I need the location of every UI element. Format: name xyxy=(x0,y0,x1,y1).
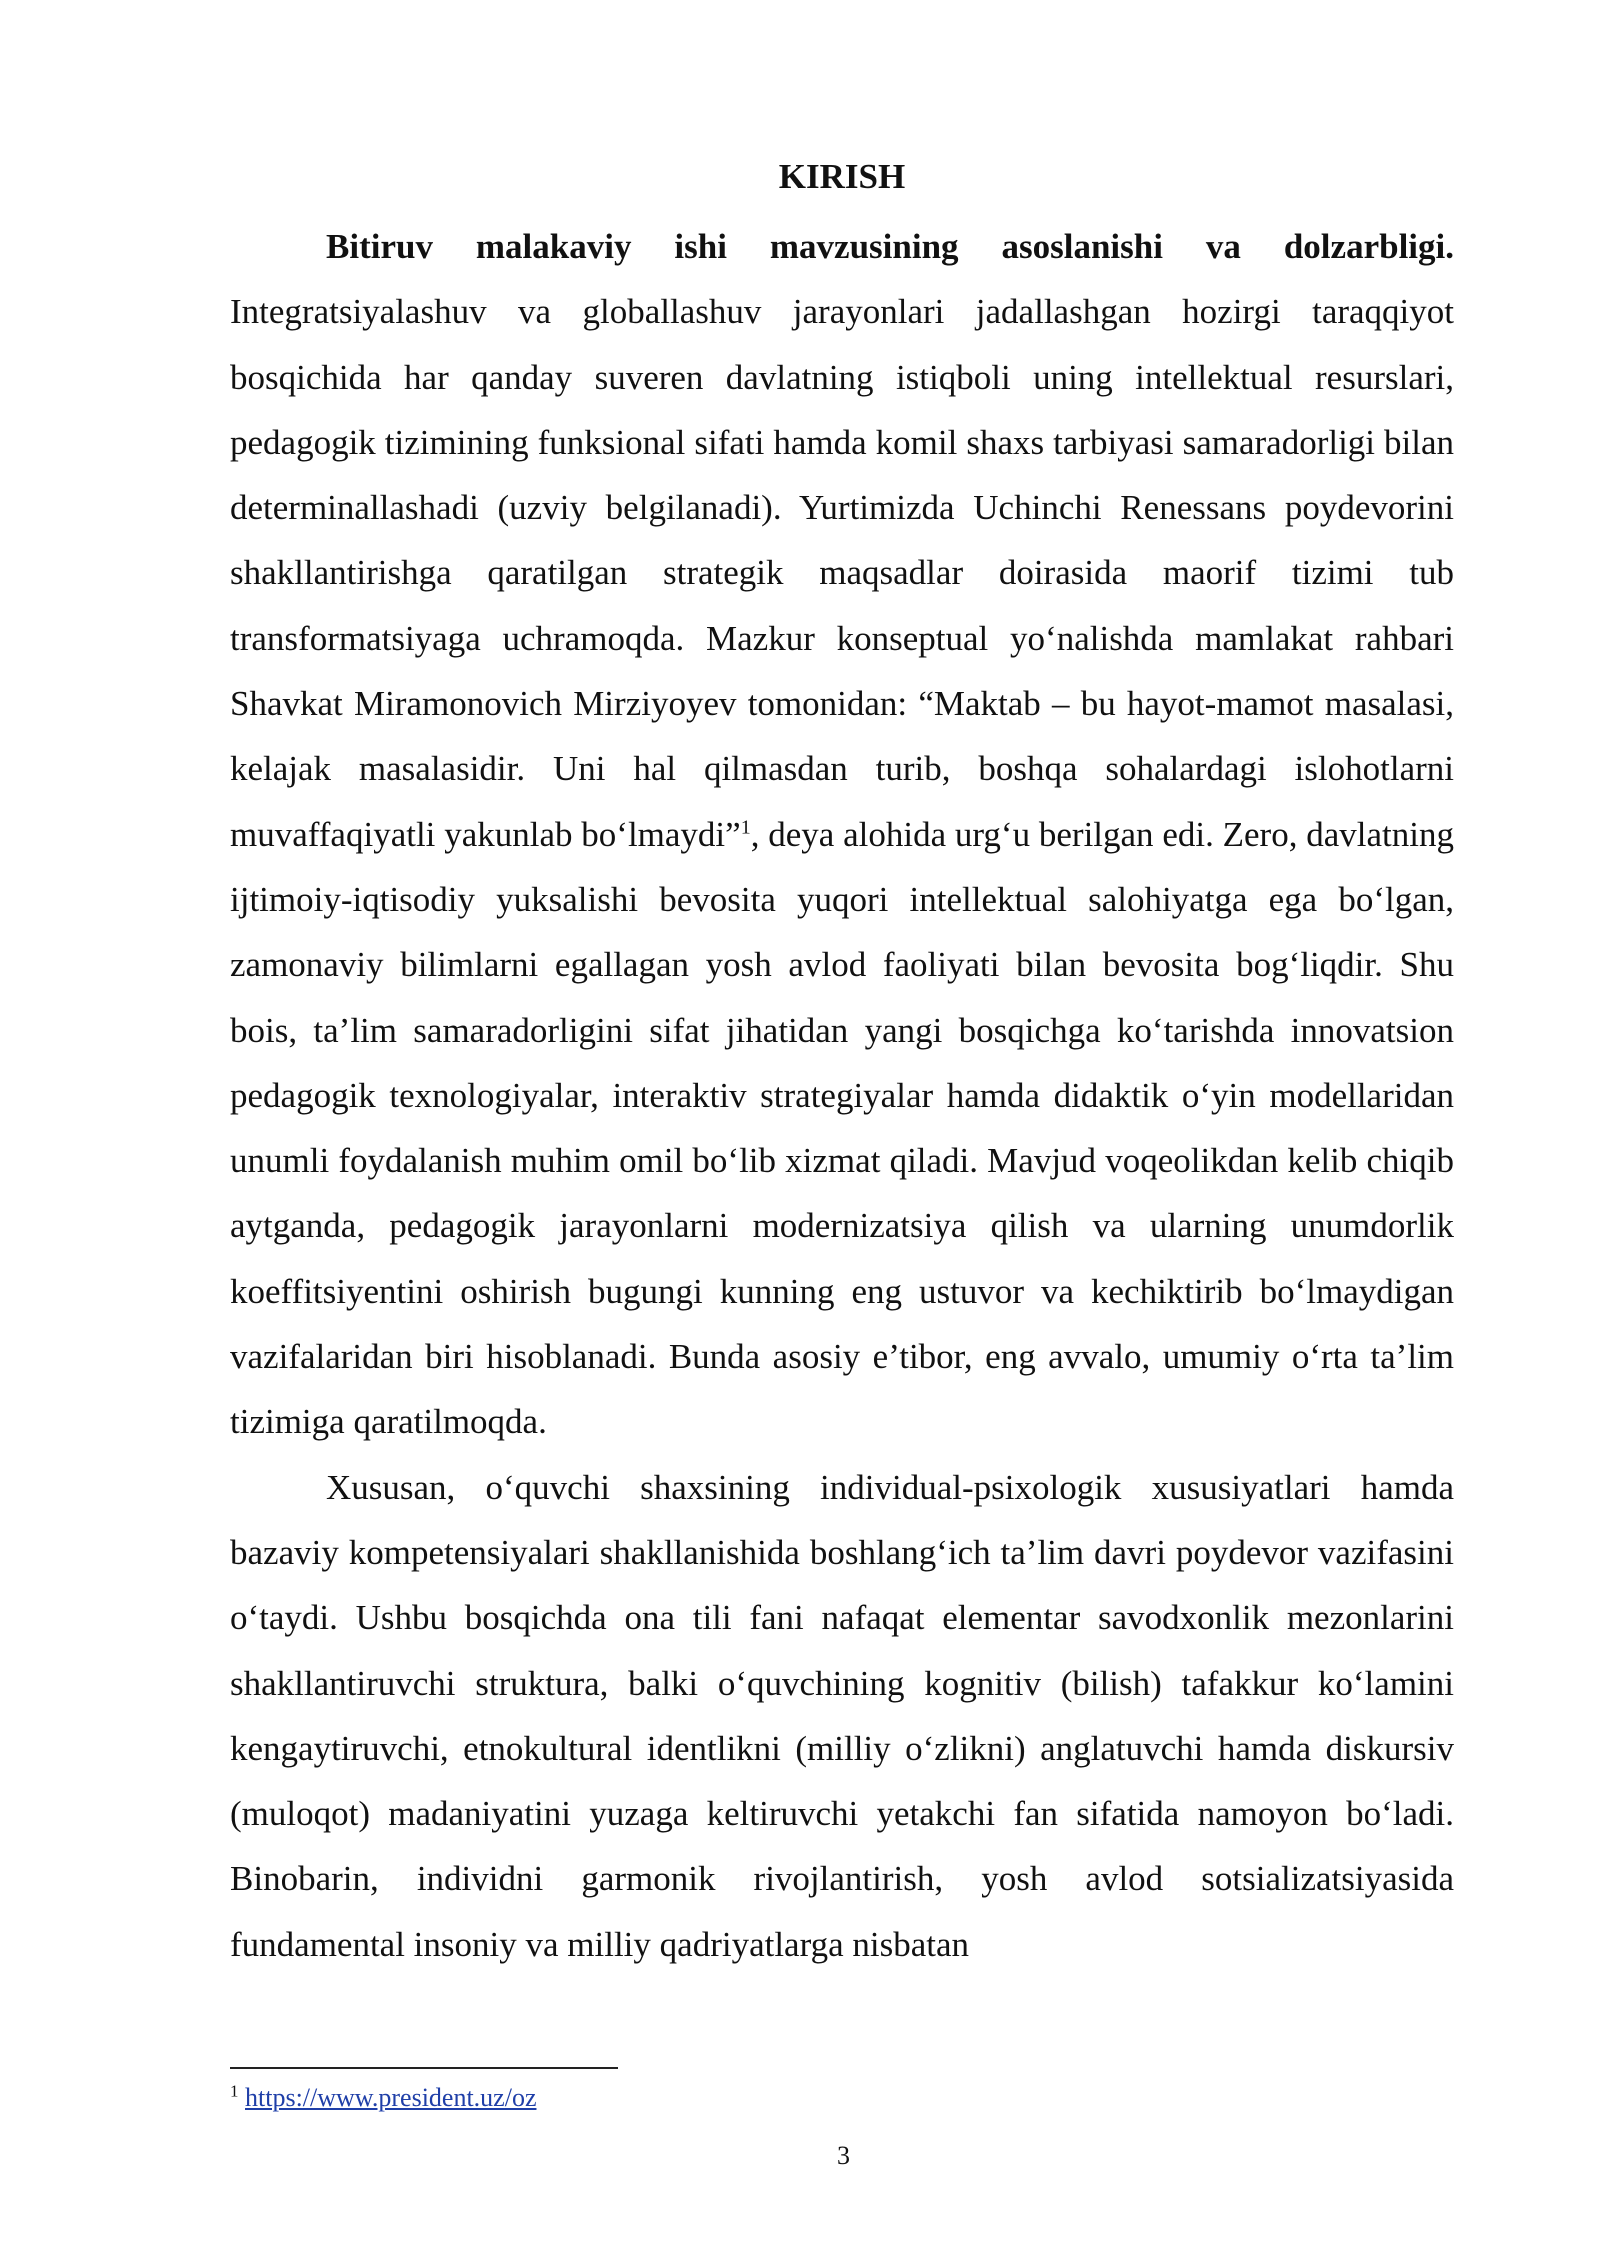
footnote-link[interactable]: https://www.president.uz/oz xyxy=(245,2083,537,2112)
paragraph-1-text-continued: , deya alohida urg‘u berilgan edi. Zero, davlatning ijtimoiy-iqtisodiy yuksalishi bevosita yuqori intellektual salohiyatga ega bo‘lgan, zamonaviy bilimlarni egallagan yosh avlod faoliyati bilan bevosita bog‘liqdir. Shu bois, ta’lim samaradorligini sifat jihatidan yangi bosqichga ko‘tarishda innovatsion pedagogik texnologiyalar, interaktiv strategiyalar hamda didaktik o‘yin modellaridan unumli foydalanish muhim omil bo‘lib xizmat qiladi. Mavjud voqeolikdan kelib chiqib aytganda, pedagogik jarayonlarni modernizatsiya qilish va ularning unumdorlik koeffitsiyentini oshirish bugungi kunning eng ustuvor va kechiktirib bo‘lmaydigan vazifalaridan biri hisoblanadi. Bunda asosiy e’tibor, eng avvalo, umumiy o‘rta ta’lim tizimiga qaratilmoqda. xyxy=(230,814,1454,1442)
paragraph-lead-heading: Bitiruv malakaviy ishi mavzusining asoslanishi va dolzarbligi. xyxy=(326,227,1454,266)
paragraph-1 xyxy=(230,214,1454,1455)
page-body xyxy=(230,150,1454,1977)
footnote-mark: 1 xyxy=(230,2081,239,2101)
page-number: 3 xyxy=(837,2141,850,2170)
paragraph-2: Xususan, o‘quvchi shaxsining individual-psixologik xususiyatlari hamda bazaviy kompetensiyalari shakllanishida boshlang‘ich ta’lim davri poydevor vazifasini o‘taydi. Ushbu bosqichda ona tili fani nafaqat elementar savodxonlik mezonlarini shakllantiruvchi struktura, balki o‘quvchining kognitiv (bilish) tafakkur ko‘lamini kengaytiruvchi, etnokultural identlikni (milliy o‘zlikni) anglatuvchi hamda diskursiv (muloqot) madaniyatini yuzaga keltiruvchi yetakchi fan sifatida namoyon bo‘ladi. Binobarin, individni garmonik rivojlantirish, yosh avlod sotsializatsiyasida fundamental insoniy va milliy qadriyatlarga nisbatan xyxy=(230,1467,1454,1964)
footnote xyxy=(230,2080,536,2116)
footnote-separator xyxy=(230,2067,618,2069)
section-title: KIRISH xyxy=(778,157,906,196)
paragraph-1-text: Integratsiyalashuv va globallashuv jarayonlari jadallashgan hozirgi taraqqiyot bosqichida har qanday suveren davlatning istiqboli uning intellektual resurslari, pedagogik tizimining funksional sifati hamda komil shaxs tarbiyasi samaradorligi bilan determinallashadi (uzviy belgilanadi). Yurtimizda Uchinchi Renessans poydevorini shakllantirishga qaratilgan strategik maqsadlar doirasida maorif tizimi tub transformatsiyaga uchramoqda. Mazkur konseptual yo‘nalishda mamlakat rahbari Shavkat Miramonovich Mirziyoyev tomonidan: “Maktab – bu hayot-mamot masalasi, kelajak masalasidir. Uni hal qilmasdan turib, boshqa sohalardagi islohotlarni muvaffaqiyatli yakunlab bo‘lmaydi” xyxy=(230,292,1454,854)
footnote-reference[interactable]: 1 xyxy=(740,816,751,839)
